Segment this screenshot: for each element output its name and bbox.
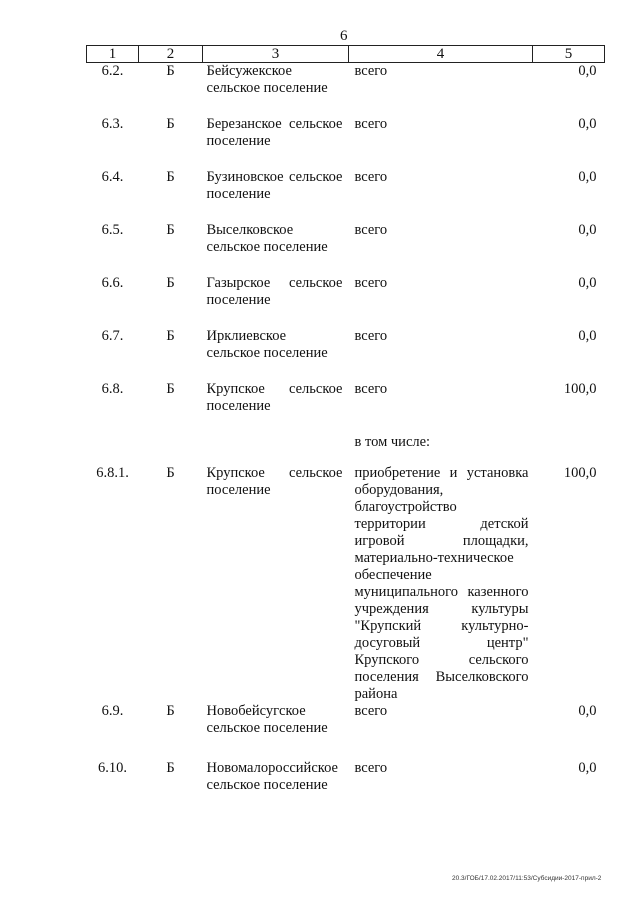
row-purpose: всего: [354, 63, 388, 79]
row-purpose: всего: [354, 760, 388, 776]
row-value: 0,0: [578, 116, 597, 132]
table-row: [87, 116, 605, 169]
table-row: [87, 760, 605, 813]
row-number: 6.2.: [101, 63, 124, 79]
row-type: Б: [166, 760, 175, 776]
row-name: Бейсужекское сельское поселение: [206, 63, 328, 96]
row-number: 6.10.: [98, 760, 127, 776]
row-type: Б: [166, 63, 175, 79]
row-value: 0,0: [578, 275, 597, 291]
row-name: Березанское сельское поселение: [206, 116, 343, 149]
column-header-3: 3: [203, 46, 349, 63]
row-type: Б: [166, 381, 175, 397]
row-name: Бузиновское сельское поселение: [206, 169, 343, 202]
table-row: [87, 381, 605, 434]
including-row: [87, 434, 605, 465]
row-type: Б: [166, 465, 175, 481]
row-value: 100,0: [563, 465, 597, 481]
row-type: Б: [166, 116, 175, 132]
table-row: [87, 63, 605, 117]
row-purpose: всего: [354, 328, 388, 344]
row-number: 6.7.: [101, 328, 124, 344]
row-type: Б: [166, 275, 175, 291]
table-row: [87, 328, 605, 381]
row-value: 0,0: [578, 328, 597, 344]
row-name: Газырское сельское поселение: [206, 275, 343, 308]
row-name: Новобейсугское сельское поселение: [206, 703, 328, 736]
column-header-5: 5: [533, 46, 605, 63]
column-header-4: 4: [349, 46, 533, 63]
row-purpose: всего: [354, 703, 388, 719]
row-type: Б: [166, 169, 175, 185]
row-value: 100,0: [563, 381, 597, 397]
row-name: Крупское сельское поселение: [206, 381, 343, 414]
row-value: 0,0: [578, 703, 597, 719]
row-value: 0,0: [578, 63, 597, 79]
row-name: Крупское сельское поселение: [206, 465, 343, 498]
table-row: [87, 275, 605, 328]
table-header-row: [87, 46, 605, 63]
row-value: 0,0: [578, 169, 597, 185]
row-number: 6.9.: [101, 703, 124, 719]
column-header-1: 1: [87, 46, 139, 63]
row-number: 6.6.: [101, 275, 124, 291]
row-number: 6.5.: [101, 222, 124, 238]
subsidy-table: [86, 45, 605, 813]
row-value: 0,0: [578, 222, 597, 238]
row-value: 0,0: [578, 760, 597, 776]
row-purpose: приобретение и установка оборудования, благоустройство территории детской игровой площадки, материально-техническое обеспечение муниципального казенного учреждения культуры "Крупский культурно-досуговый центр" Крупского сельского поселения Выселковского района: [354, 465, 529, 702]
row-type: Б: [166, 703, 175, 719]
row-purpose: всего: [354, 381, 388, 397]
row-name: Новомалороссийское сельское поселение: [206, 760, 338, 793]
row-number: 6.8.: [101, 381, 124, 397]
row-number: 6.3.: [101, 116, 124, 132]
row-purpose: всего: [354, 116, 388, 132]
row-type: Б: [166, 328, 175, 344]
row-number: 6.4.: [101, 169, 124, 185]
page-number: 6: [340, 28, 348, 44]
row-name: Ирклиевское сельское поселение: [206, 328, 328, 361]
table-row: [87, 703, 605, 760]
row-purpose: всего: [354, 275, 388, 291]
including-label: в том числе:: [354, 434, 431, 450]
column-header-2: 2: [139, 46, 203, 63]
row-type: Б: [166, 222, 175, 238]
row-purpose: всего: [354, 222, 388, 238]
row-purpose: всего: [354, 169, 388, 185]
table-row: [87, 222, 605, 275]
table-row: [87, 169, 605, 222]
row-number: 6.8.1.: [96, 465, 129, 481]
row-name: Выселковское сельское поселение: [206, 222, 328, 255]
footer-code: 20.3/ГОБ/17.02.2017/11:53/Субсидии-2017-прил-2: [452, 875, 602, 882]
table-row-detail: [87, 465, 605, 703]
